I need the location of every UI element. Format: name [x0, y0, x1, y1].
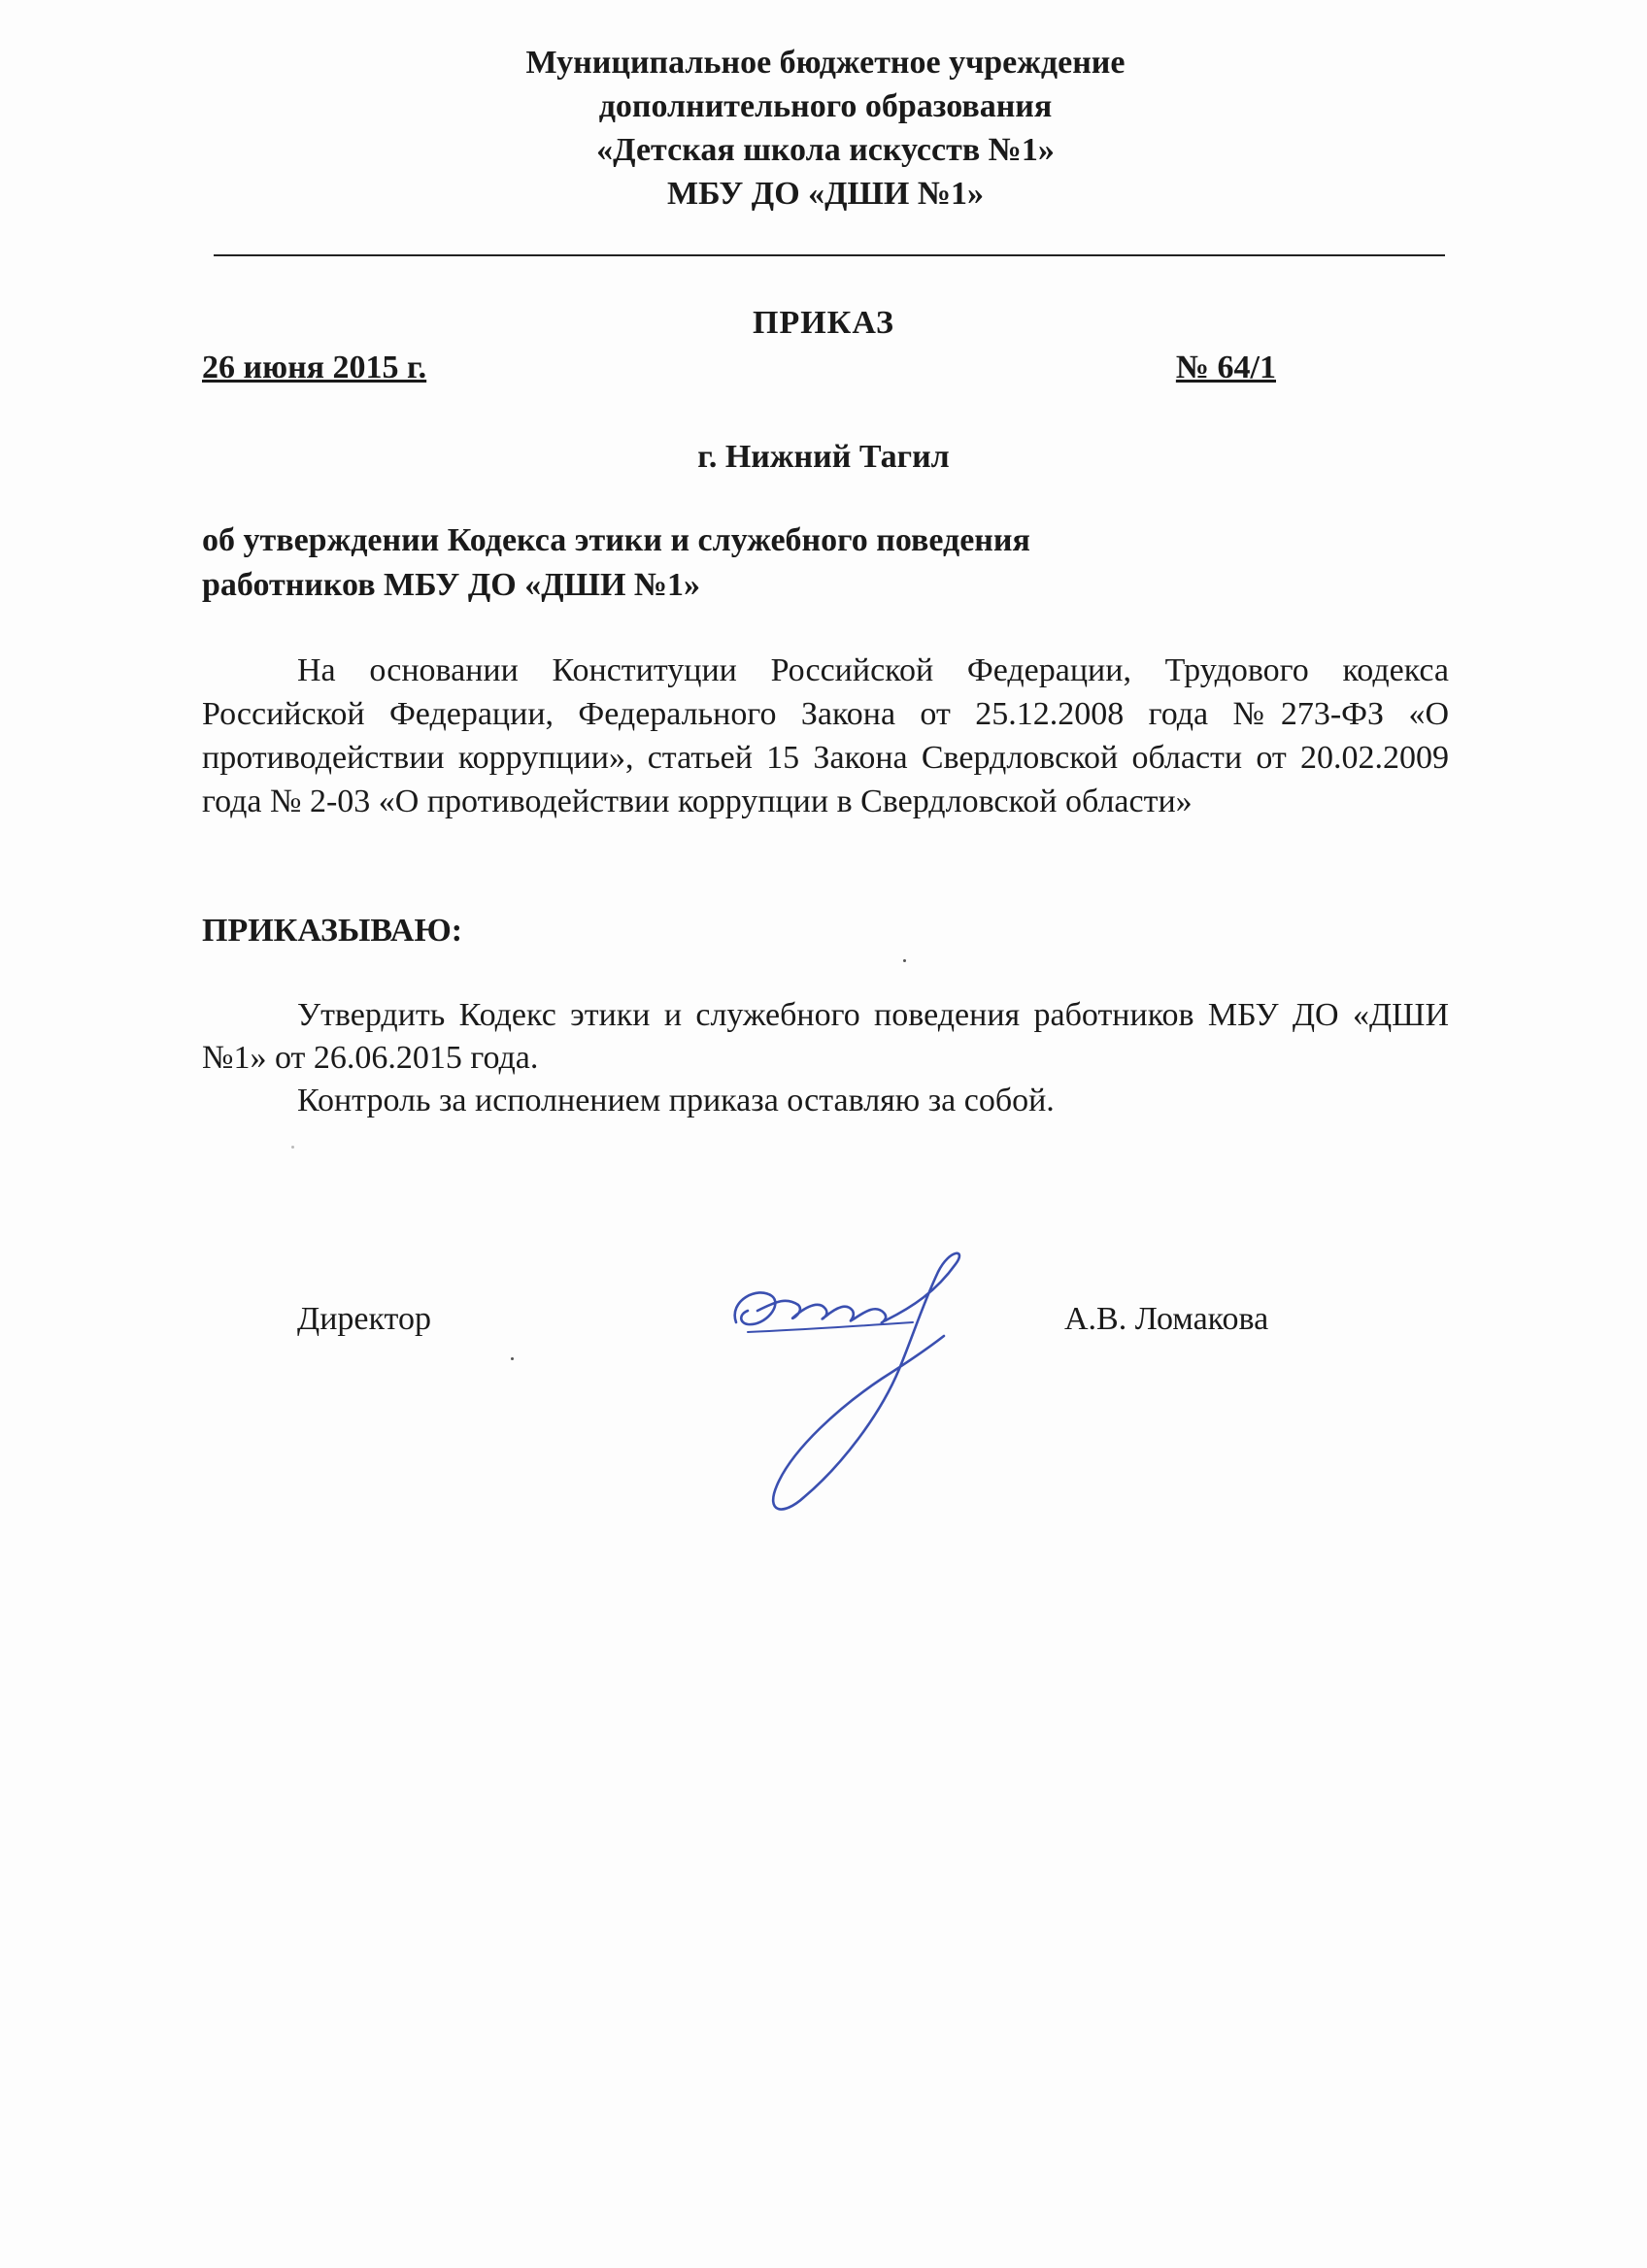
order-date: 26 июня 2015 г. — [202, 350, 427, 385]
decree-body — [202, 994, 1449, 1122]
signatory-role: Директор — [297, 1301, 431, 1337]
order-city: г. Нижний Тагил — [697, 439, 950, 475]
signatory-name: А.В. Ломакова — [1064, 1301, 1269, 1337]
order-number: № 64/1 — [1175, 350, 1276, 385]
decree-item-2: Контроль за исполнением приказа оставляю за собой. — [297, 1083, 1055, 1118]
header-divider — [214, 254, 1445, 256]
order-title: ПРИКАЗ — [753, 305, 894, 341]
order-subject — [202, 518, 1030, 608]
subject-line-1: об утверждении Кодекса этики и служебного поведения — [202, 522, 1030, 558]
decree-item-1: Утвердить Кодекс этики и служебного поведения работников МБУ ДО «ДШИ №1» от 26.06.2015 года. — [202, 997, 1449, 1076]
header-line-3: «Детская школа искусств №1» — [596, 132, 1055, 168]
scan-speck — [903, 959, 906, 962]
order-verb: ПРИКАЗЫВАЮ: — [202, 913, 463, 949]
header-line-1: Муниципальное бюджетное учреждение — [525, 45, 1126, 81]
scan-speck — [511, 1357, 514, 1360]
header-line-2: дополнительного образования — [598, 88, 1053, 124]
header-line-4: МБУ ДО «ДШИ №1» — [666, 176, 984, 212]
scan-speck — [291, 1146, 294, 1149]
handwritten-signature — [719, 1243, 1068, 1534]
subject-line-2: работников МБУ ДО «ДШИ №1» — [202, 567, 701, 603]
institution-header — [204, 41, 1447, 216]
basis-paragraph: На основании Конституции Российской Федерации, Трудового кодекса Российской Федерации, Федерального Закона от 25.12.2008 года №273-ФЗ «О противодействии коррупции», статьей 15 Закона Свердловской области от 20.02.2009 года № 2-03 «О противодействии коррупции в Свердловской области» — [202, 652, 1449, 819]
